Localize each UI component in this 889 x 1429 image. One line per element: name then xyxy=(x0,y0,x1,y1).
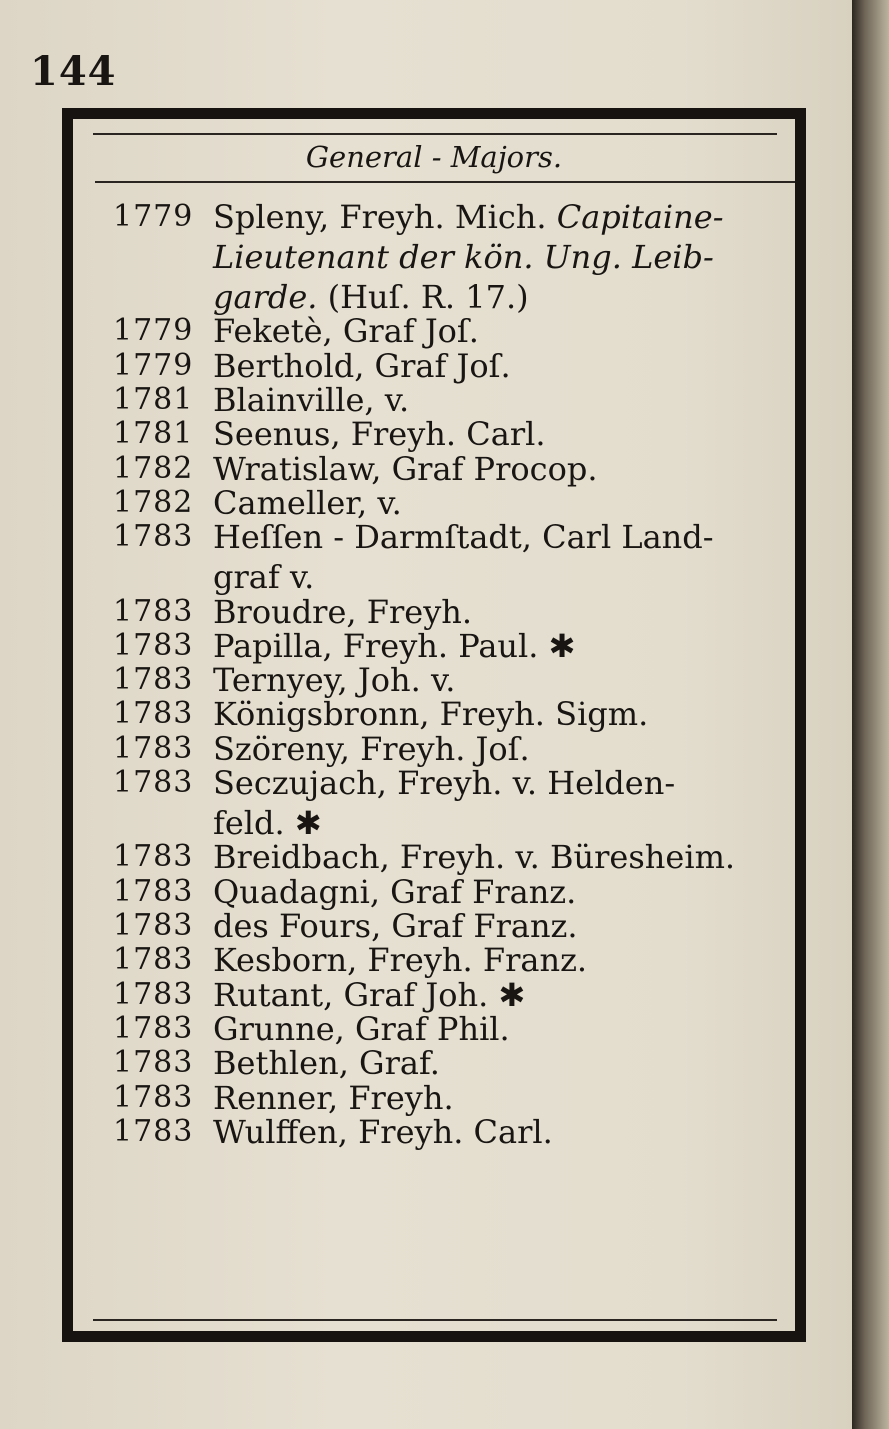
entry-name xyxy=(213,197,793,317)
entry-year: 1783 xyxy=(113,593,194,629)
entry-name: Bethlen, Graf. xyxy=(213,1044,440,1083)
entry-year: 1779 xyxy=(113,313,194,349)
list-item xyxy=(113,763,793,843)
entry-note: Capitaine- Lieutenant der kön. Ung. Leib- garde. xyxy=(213,198,724,316)
entry-year: 1783 xyxy=(113,696,194,732)
entry-year: 1783 xyxy=(113,942,194,978)
entry-name: Cameller, v. xyxy=(213,483,402,522)
section-heading: General - Majors. xyxy=(305,140,563,174)
entry-name: Königsbronn, Freyh. Sigm. xyxy=(213,695,649,734)
entry-year: 1783 xyxy=(113,1113,194,1149)
entry-year: 1783 xyxy=(113,1079,194,1115)
book-gutter xyxy=(852,0,889,1429)
entry-name: Quadagni, Graf Franz. xyxy=(213,872,577,911)
entry-name: Breidbach, Freyh. v. Büresheim. xyxy=(213,838,736,877)
entry-year: 1781 xyxy=(113,416,194,452)
list-item xyxy=(113,197,793,317)
entry-name: Grunne, Graf Phil. xyxy=(213,1009,510,1048)
entry-year: 1779 xyxy=(113,347,194,383)
entry-name: des Fours, Graf Franz. xyxy=(213,907,578,945)
entry-year: 1783 xyxy=(113,1010,194,1046)
entry-year: 1783 xyxy=(113,519,194,555)
entry-year: 1783 xyxy=(113,976,194,1012)
entry-year: 1783 xyxy=(113,873,194,909)
entry-year: 1783 xyxy=(113,1045,194,1081)
entry-year: 1783 xyxy=(113,908,194,943)
entry-year: 1782 xyxy=(113,484,194,520)
entry-name: Berthold, Graf Joſ. xyxy=(213,346,511,385)
entry-name: Seczujach, Freyh. v. Helden- feld. ✱ xyxy=(213,764,676,843)
bottom-rule xyxy=(93,1319,777,1321)
entry-name: Blainville, v. xyxy=(213,380,410,419)
entry-year: 1783 xyxy=(113,662,194,698)
entry-name: Heſſen - Darmſtadt, Carl Land- graf v. xyxy=(213,518,714,597)
entry-year: 1783 xyxy=(113,627,194,663)
entry-name: Szöreny, Freyh. Joſ. xyxy=(213,729,530,768)
top-rule xyxy=(93,133,777,135)
entry-name: Ternyey, Joh. v. xyxy=(213,661,456,700)
entry-year: 1783 xyxy=(113,839,194,875)
general-majors-list xyxy=(113,197,793,1151)
page-number: 144 xyxy=(30,48,117,95)
entry-year: 1781 xyxy=(113,381,194,417)
entry-regiment: (Huſ. R. 17.) xyxy=(317,278,529,316)
entry-name-main: Spleny, Freyh. Mich. xyxy=(213,198,557,236)
entry-year: 1779 xyxy=(113,199,194,234)
list-item xyxy=(113,517,793,597)
bordered-list-frame xyxy=(62,108,806,1342)
entry-year: 1783 xyxy=(113,730,194,766)
entry-year: 1782 xyxy=(113,450,194,486)
entry-name: Kesborn, Freyh. Franz. xyxy=(213,941,588,980)
entry-name: Seenus, Freyh. Carl. xyxy=(213,415,546,454)
list-item xyxy=(113,1112,793,1152)
entry-name: Wulffen, Freyh. Carl. xyxy=(213,1112,553,1151)
heading-rule xyxy=(95,181,795,183)
entry-name: Papilla, Freyh. Paul. ✱ xyxy=(213,626,576,665)
entry-name: Broudre, Freyh. xyxy=(213,592,473,631)
entry-name: Renner, Freyh. xyxy=(213,1078,454,1117)
entry-name: Rutant, Graf Joh. ✱ xyxy=(213,975,526,1014)
entry-name: Wratislaw, Graf Procop. xyxy=(213,449,598,488)
entry-name: Feketè, Graf Joſ. xyxy=(213,312,479,351)
entry-year: 1783 xyxy=(113,765,194,801)
